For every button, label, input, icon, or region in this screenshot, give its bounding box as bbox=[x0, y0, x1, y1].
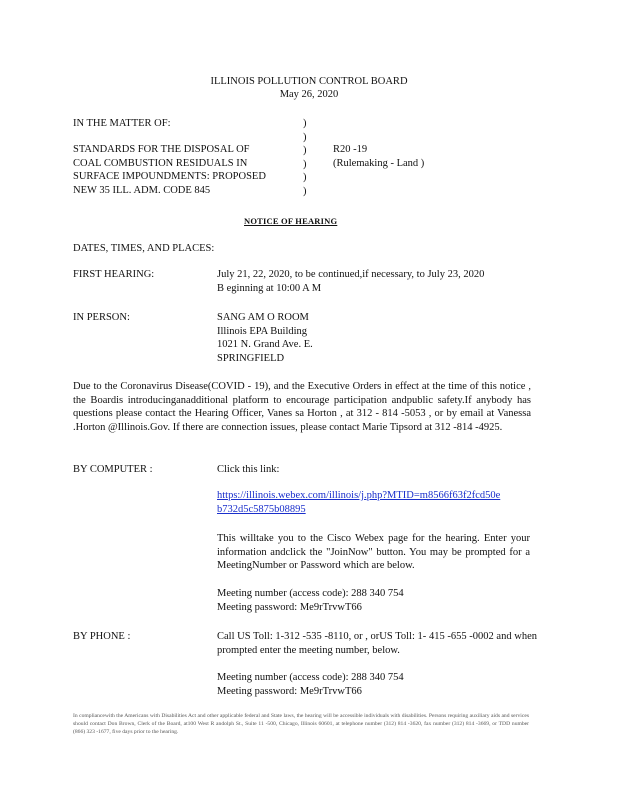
webex-link[interactable]: https://illinois.webex.com/illinois/j.php?MTID=m8566f63f2fcd50e b732d5c5875b08895 bbox=[217, 490, 501, 515]
caption-parens: ) ) ) ) ) ) bbox=[303, 118, 307, 197]
in-person-address: SANG AM O ROOM Illinois EPA Building 1021 N. Grand Ave. E. SPRINGFIELD bbox=[217, 312, 313, 364]
ada-footnote: In compliancewith the Americans with Disabilities Act and other applicable federal and State laws, the hearing will be accessible individuals with disabilities. Persons requiring auxiliary aids and services should contact Don Brown, Clerk of the Board, at100 West R andolph St., Suite 11 -500, Chicago, Illinois 60601, at telephone number (312) 814 -3620, fax number (312) 814 -3669, or TDD number (866) 323 -1677, five days prior to the hearing. bbox=[73, 713, 529, 736]
meeting-password: Meeting password: Me9rTrvwT66 bbox=[217, 602, 362, 613]
by-computer-label: BY COMPUTER : bbox=[73, 464, 153, 475]
caption-title bbox=[73, 143, 283, 197]
phone-meeting-password: Meeting password: Me9rTrvwT66 bbox=[217, 686, 362, 697]
first-hearing-label: FIRST HEARING: bbox=[73, 269, 155, 280]
in-person-label: IN PERSON: bbox=[73, 312, 130, 323]
in-the-matter: IN THE MATTER OF: bbox=[73, 118, 171, 129]
docket-number: R20 -19 bbox=[333, 144, 368, 155]
board-name: ILLINOIS POLLUTION CONTROL BOARD bbox=[210, 76, 408, 87]
phone-instructions: Call US Toll: 1-312 -535 -8110, or , orUS Toll: 1- 415 -655 -0002 and when prompted enter the meeting number, below. bbox=[217, 631, 537, 656]
caption-line: STANDARDS FOR THE DISPOSAL OF bbox=[73, 144, 250, 155]
section-heading: DATES, TIMES, AND PLACES: bbox=[73, 243, 215, 254]
caption-line: NEW 35 ILL. ADM. CODE 845 bbox=[73, 184, 211, 196]
document-date: May 26, 2020 bbox=[279, 89, 339, 100]
click-link-text: Click this link: bbox=[217, 464, 280, 475]
notice-title: NOTICE OF HEARING bbox=[244, 216, 338, 226]
first-hearing-dates: July 21, 22, 2020, to be continued,if necessary, to July 23, 2020 bbox=[217, 269, 485, 280]
phone-meeting-number: Meeting number (access code): 288 340 754 bbox=[217, 672, 404, 683]
by-phone-label: BY PHONE : bbox=[73, 631, 131, 642]
covid-paragraph: Due to the Coronavirus Disease(COVID - 19), and the Executive Orders in effect at the time of this notice , the Boardis introducinganadditional platform to encourage participation andpublic safety.If anybody has questions please contact the Hearing Officer, Vanes sa Horton , at 312 - 814 -5053 , or by email at Vanessa .Horton @Illinois.Gov. If there are connection issues, please contact Marie Tipsord at 312 -814 -4925. bbox=[73, 381, 531, 433]
caption-line: COAL COMBUSTION RESIDUALS IN bbox=[73, 157, 248, 169]
meeting-number: Meeting number (access code): 288 340 754 bbox=[217, 588, 404, 599]
docket-type: (Rulemaking - Land ) bbox=[333, 158, 425, 169]
first-hearing-time: B eginning at 10:00 A M bbox=[217, 283, 322, 294]
webex-instructions: This willtake you to the Cisco Webex page for the hearing. Enter your information andclick the "JoinNow" button. You may be prompted for a MeetingNumber or Password which are below. bbox=[217, 533, 530, 571]
caption-line: SURFACE IMPOUNDMENTS: PROPOSED bbox=[73, 171, 266, 182]
